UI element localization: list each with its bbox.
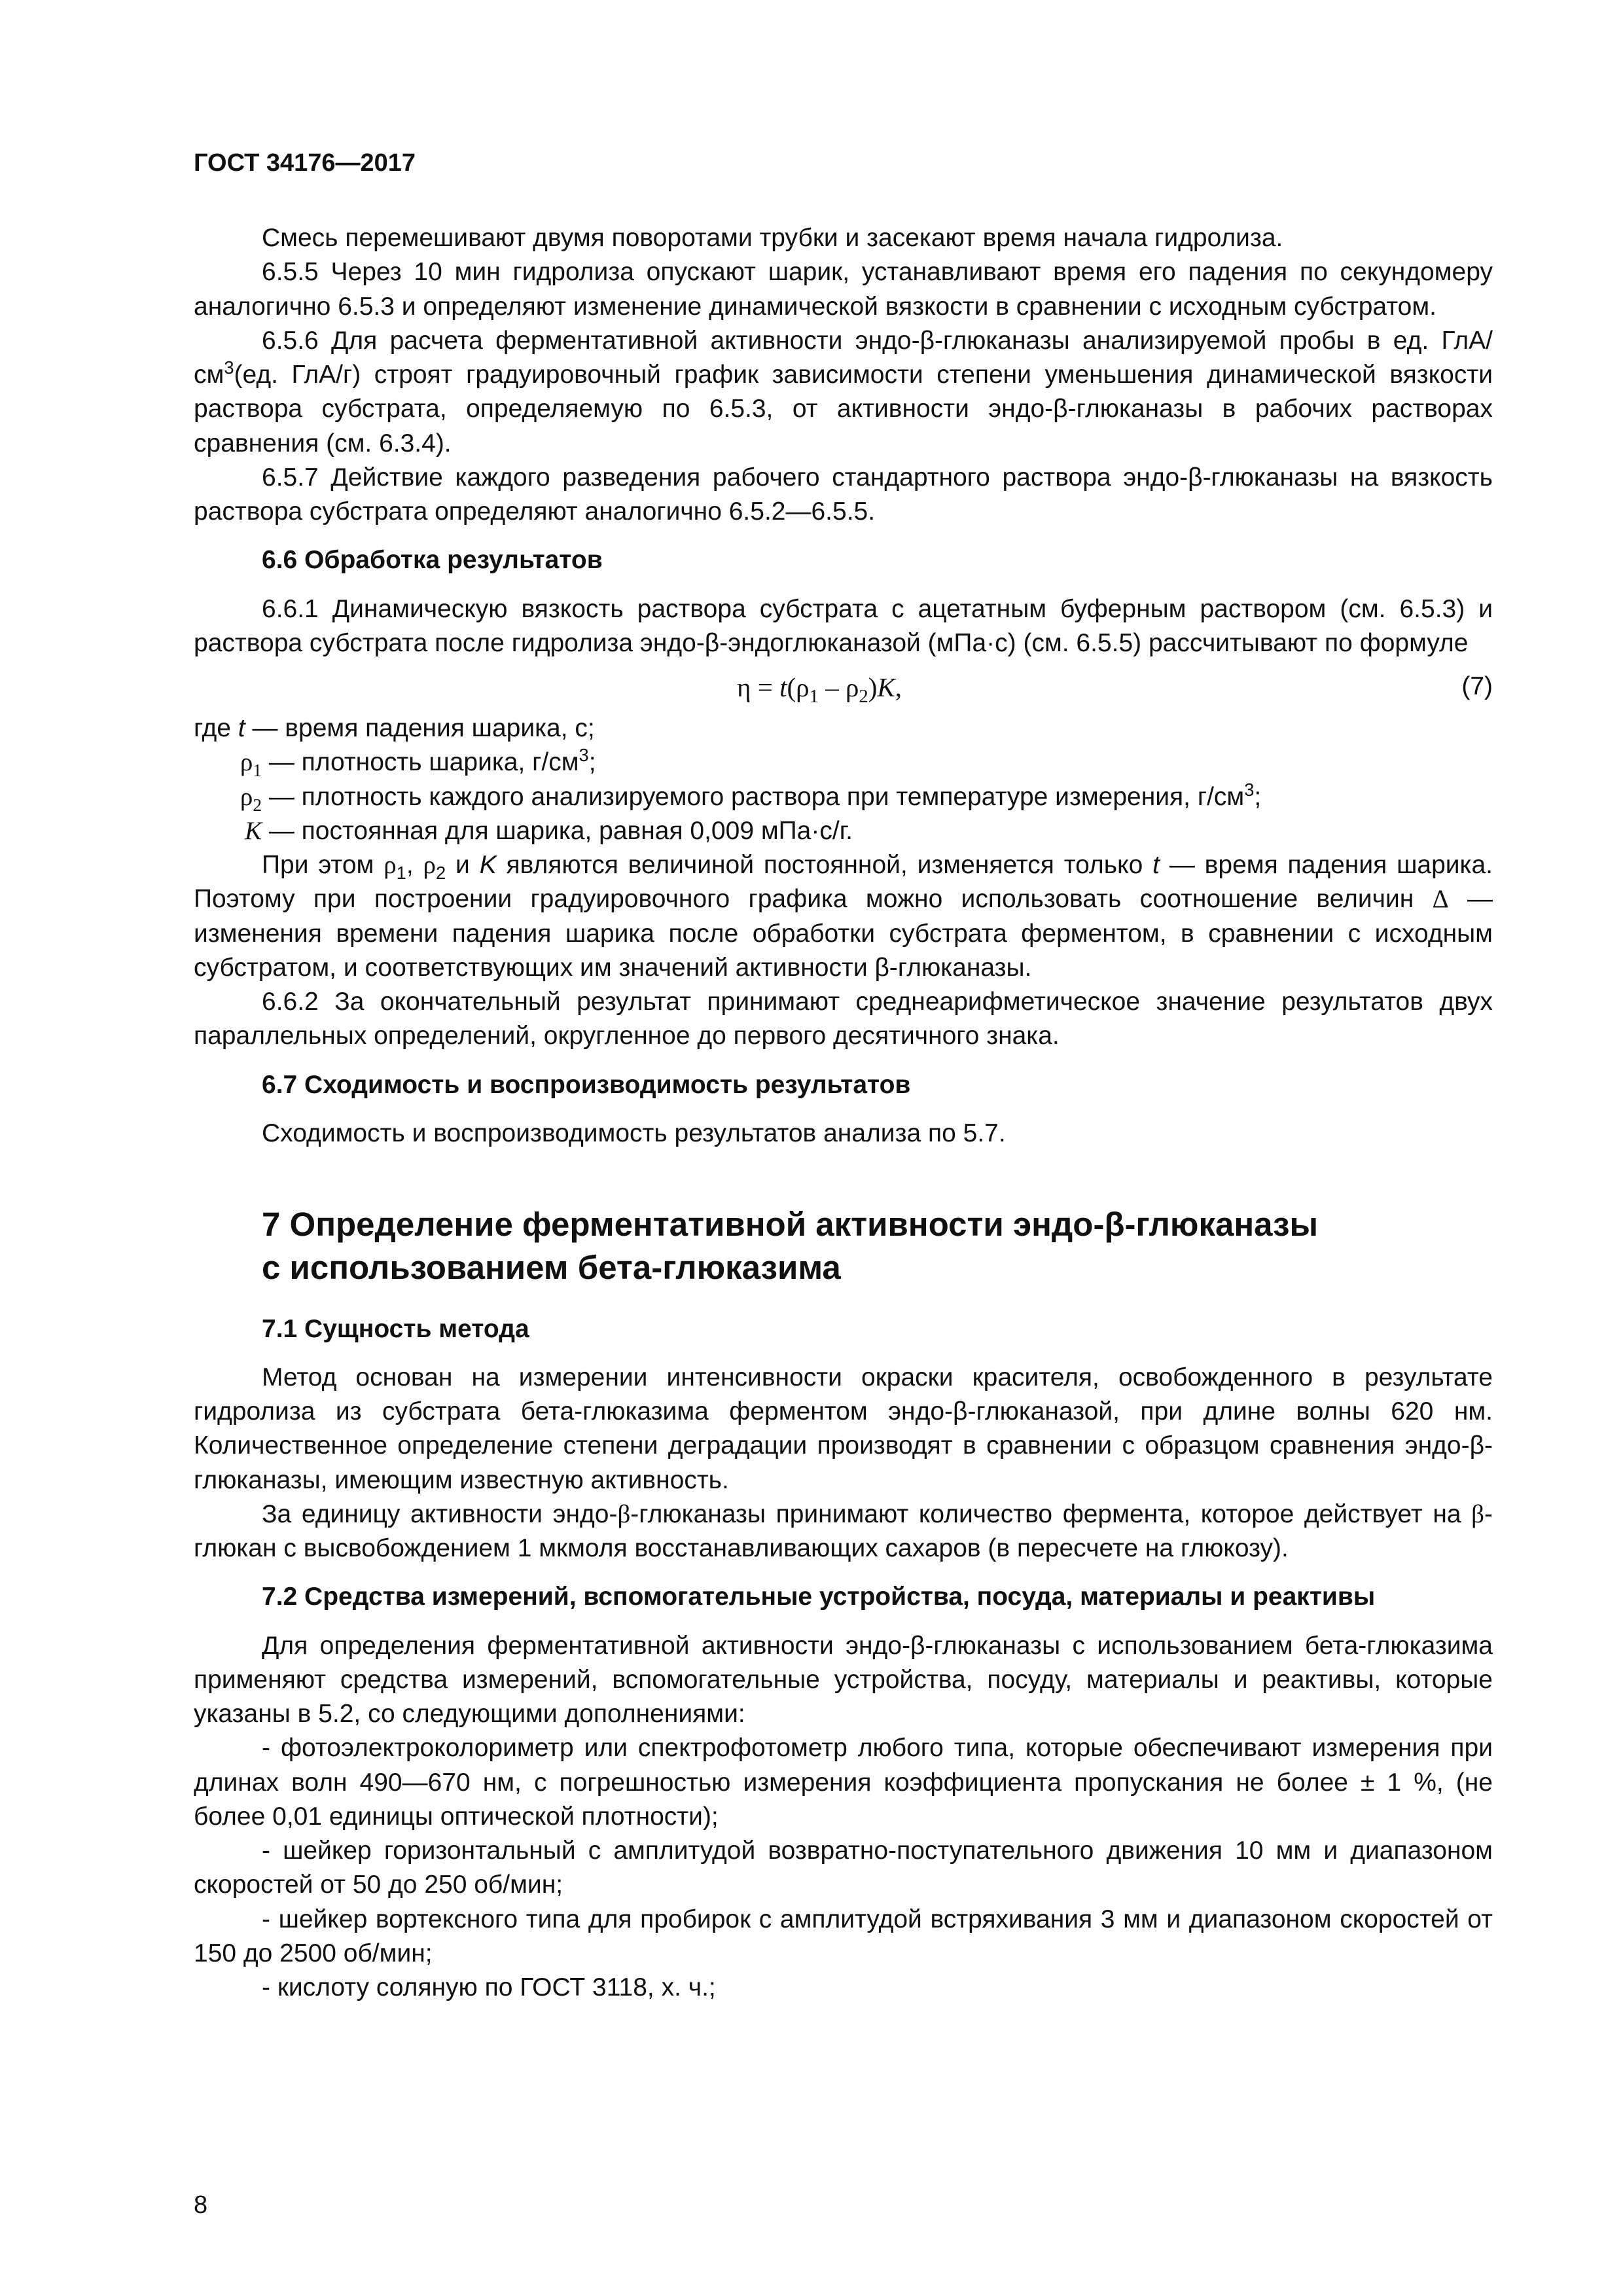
paragraph: 6.6.2 За окончательный результат принимают среднеарифметическое значение результатов двух параллельных определений, округленное до первого десятичного знака. — [194, 988, 1493, 1050]
formula-eta: η — [737, 672, 751, 702]
formula-rho: ρ — [845, 672, 859, 702]
standard-code: ГОСТ 34176—2017 — [194, 149, 416, 177]
where-rho2: $\rho_2$ — плотность каждого анализируемого раствора при температуре измерения, $г/см^3$; — [240, 779, 1262, 815]
paragraph: 6.5.5 Через 10 мин гидролиза опускают шарик, устанавливают время его падения по секундомеру аналогично 6.5.3 и определяют изменение динамической вязкости в сравнении с исходным субстратом. — [194, 258, 1493, 321]
subsection-heading: 7.1 Сущность метода — [262, 1314, 529, 1343]
formula: $\eta = t(\rho_1 - \rho_2)K$, — [737, 672, 902, 708]
subsection-heading: 6.7 Сходимость и воспроизводимость результатов — [262, 1070, 911, 1099]
subsection-heading: 6.6 Обработка результатов — [262, 546, 603, 575]
list-item: - шейкер горизонтальный с амплитудой возвратно-поступательного движения 10 мм и диапазоном скоростей от 50 до 250 об/мин; — [194, 1837, 1493, 1899]
page-number: 8 — [194, 2191, 208, 2219]
where-rho1: $\rho_1$ — плотность шарика, $г/см^3$; — [240, 745, 596, 781]
paragraph-text: (ед. ГлА/г) строят градуировочный график зависимости степени уменьшения динамической вязкости раствора субстрата, определяемую по 6.5.3, от активности эндо-β-глюканазы в рабочих растворах сравнения (см. 6.3.4). — [194, 361, 1493, 457]
list-item: - шейкер вортексного типа для пробирок с амплитудой встряхивания 3 мм и диапазоном скоростей от 150 до 2500 об/мин; — [194, 1905, 1493, 1967]
formula-number: (7) — [1461, 672, 1493, 700]
list-item: - фотоэлектроколориметр или спектрофотометр любого типа, которые обеспечивают измерения при длинах волн 490—670 нм, с погрешностью измерения коэффициента пропускания не более ± 1 %, (не более 0,01 единицы оптической плотности); — [194, 1734, 1493, 1831]
superscript: 3 — [224, 357, 234, 378]
formula-rho: ρ — [796, 672, 810, 702]
where-k: K — постоянная для шарика, равная 0,009 мПа·с/г. — [244, 816, 853, 845]
paragraph: 6.6.1 Динамическую вязкость раствора субстрата с ацетатным буферным раствором (см. 6.5.3) и раствора субстрата после гидролиза эндо-β-эндоглюканазой (мПа·с) (см. 6.5.5) рассчитывают по формуле — [194, 594, 1493, 657]
page-content — [194, 221, 1493, 2005]
subsection-heading: 7.2 Средства измерений, вспомогательные устройства, посуда, материалы и реактивы — [262, 1583, 1376, 1611]
formula-k: K — [877, 672, 895, 702]
paragraph: За единицу активности эндо-β-глюканазы принимают количество фермента, которое действует на β-глюкан с высвобождением 1 мкмоля восстанавливающих сахаров (в пересчете на глюкозу). — [194, 1499, 1493, 1563]
paragraph-text: 6.5.6 Для расчета ферментативной активности эндо-β-глюканазы анализируемой пробы в ед. ГлА/см — [194, 326, 1493, 389]
paragraph: Смесь перемешивают двумя поворотами трубки и засекают время начала гидролиза. — [262, 224, 1283, 252]
paragraph: 6.5.7 Действие каждого разведения рабочего стандартного раствора эндо-β-глюканазы на вязкость раствора субстрата определяют аналогично 6.5.2—6.5.5. — [194, 463, 1493, 526]
formula-row — [194, 670, 1493, 711]
paragraph: Для определения ферментативной активности эндо-β-глюканазы с использованием бета-глюказима применяют средства измерений, вспомогательные устройства, посуду, материалы и реактивы, которые указаны в 5.2, со следующими дополнениями: — [194, 1631, 1493, 1729]
paragraph: Метод основан на измерении интенсивности окраски красителя, освобожденного в результате гидролиза из субстрата бета-глюказима ферментом эндо-β-глюканазой, при длине волны 620 нм. Количественное определение степени деградации производят в сравнении с образцом сравнения эндо-β-глюканазы, имеющим известную активность. — [194, 1363, 1493, 1494]
list-item: - кислоту соляную по ГОСТ 3118, х. ч.; — [262, 1973, 716, 2002]
paragraph — [194, 324, 1493, 461]
paragraph: При этом $\rho_1$, $\rho_2$ и K являются величиной постоянной, изменяется только t — время падения шарика. Поэтому при построении градуировочного графика можно использовать соотношение величин Δ — изменения времени падения шарика после обработки субстрата ферментом, в сравнении с исходным субстратом, и соответствующих им значений активности β-глюканазы. — [194, 851, 1493, 982]
paragraph: Сходимость и воспроизводимость результатов анализа по 5.7. — [262, 1119, 1006, 1147]
where-t: где t — время падения шарика, с; — [194, 714, 595, 742]
formula-t: t — [779, 672, 787, 702]
section-heading: 7 Определение ферментативной активности эндо-β-глюканазы с использованием бета-глюказима — [262, 1206, 1319, 1287]
